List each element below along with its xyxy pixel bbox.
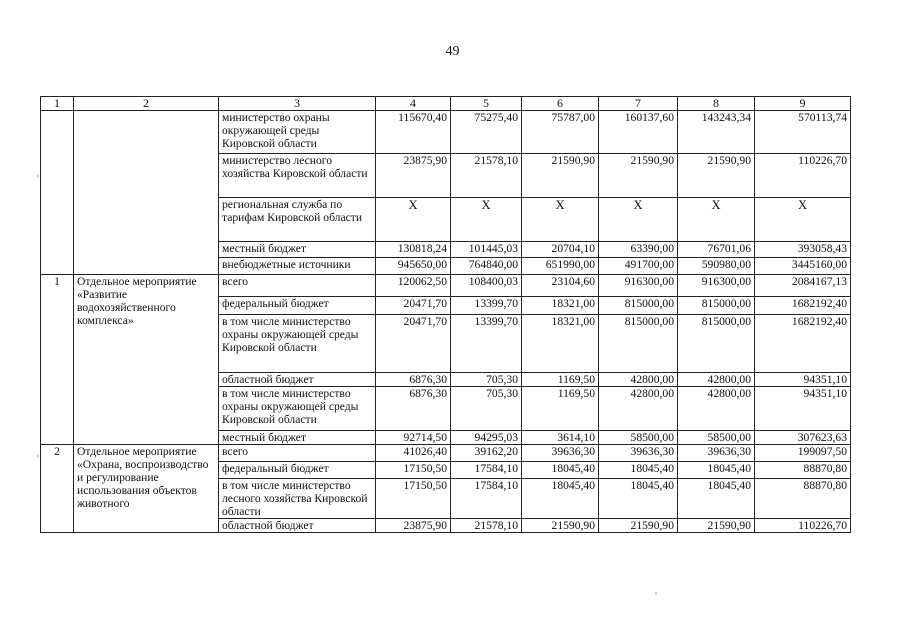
value-cell: X (451, 198, 522, 242)
value-cell: 705,30 (451, 373, 522, 387)
value-cell: 39636,30 (678, 445, 755, 462)
value-cell: 18045,40 (678, 479, 755, 519)
value-cell: 75787,00 (522, 111, 599, 154)
value-cell: 94295,03 (451, 431, 522, 445)
measure-name-cell (74, 111, 219, 275)
value-cell: 705,30 (451, 387, 522, 431)
value-cell: 130818,24 (376, 242, 451, 258)
value-cell: 199097,50 (755, 445, 851, 462)
funding-source-cell: всего (219, 275, 376, 297)
value-cell: X (755, 198, 851, 242)
value-cell: 6876,30 (376, 373, 451, 387)
value-cell: 2084167,13 (755, 275, 851, 297)
page-number: 49 (445, 44, 460, 59)
value-cell: 1169,50 (522, 373, 599, 387)
value-cell: 143243,34 (678, 111, 755, 154)
value-cell: 120062,50 (376, 275, 451, 297)
funding-source-cell: федеральный бюджет (219, 297, 376, 315)
funding-source-cell: внебюджетные источники (219, 258, 376, 275)
value-cell: 570113,74 (755, 111, 851, 154)
funding-source-cell: федеральный бюджет (219, 462, 376, 479)
value-cell: 42800,00 (678, 387, 755, 431)
value-cell: 18045,40 (522, 462, 599, 479)
value-cell: 916300,00 (599, 275, 678, 297)
value-cell: 21590,90 (599, 154, 678, 198)
item-number-cell: 1 (41, 275, 74, 445)
value-cell: 13399,70 (451, 315, 522, 373)
value-cell: 42800,00 (678, 373, 755, 387)
value-cell: 17150,50 (376, 462, 451, 479)
value-cell: 20471,70 (376, 297, 451, 315)
value-cell: 17584,10 (451, 479, 522, 519)
value-cell: 110226,70 (755, 154, 851, 198)
value-cell: 916300,00 (678, 275, 755, 297)
header-cell: 3 (219, 97, 376, 111)
value-cell: 815000,00 (678, 315, 755, 373)
value-cell: 21590,90 (522, 518, 599, 532)
value-cell: 764840,00 (451, 258, 522, 275)
value-cell: 18045,40 (522, 479, 599, 519)
value-cell: 58500,00 (678, 431, 755, 445)
value-cell: 815000,00 (599, 297, 678, 315)
value-cell: 88870,80 (755, 462, 851, 479)
measure-name-cell: Отдельное мероприятие «Развитие водохозяйственного комплекса» (74, 275, 219, 445)
funding-source-cell: министерство охраны окружающей среды Кировской области (219, 111, 376, 154)
table-row (41, 275, 851, 297)
measure-name-cell: Отдельное мероприятие «Охрана, воспроизводство и регулирование использования объектов животного (74, 445, 219, 533)
value-cell: 21578,10 (451, 154, 522, 198)
value-cell: 108400,03 (451, 275, 522, 297)
header-cell: 9 (755, 97, 851, 111)
header-cell: 8 (678, 97, 755, 111)
header-cell: 1 (41, 97, 74, 111)
value-cell: 1169,50 (522, 387, 599, 431)
funding-source-cell: областной бюджет (219, 518, 376, 532)
value-cell: 88870,80 (755, 479, 851, 519)
funding-source-cell: региональная служба по тарифам Кировской области (219, 198, 376, 242)
header-row (41, 97, 851, 111)
value-cell: 115670,40 (376, 111, 451, 154)
funding-source-cell: местный бюджет (219, 242, 376, 258)
scan-speck (655, 592, 657, 594)
budget-table (40, 96, 851, 533)
value-cell: 101445,03 (451, 242, 522, 258)
value-cell: 92714,50 (376, 431, 451, 445)
value-cell: 18045,40 (599, 479, 678, 519)
header-cell: 4 (376, 97, 451, 111)
value-cell: 39636,30 (522, 445, 599, 462)
value-cell: 491700,00 (599, 258, 678, 275)
header-cell: 7 (599, 97, 678, 111)
value-cell: 815000,00 (599, 315, 678, 373)
value-cell: 94351,10 (755, 373, 851, 387)
value-cell: 41026,40 (376, 445, 451, 462)
value-cell: 76701,06 (678, 242, 755, 258)
value-cell: 3614,10 (522, 431, 599, 445)
scan-speck (37, 455, 39, 457)
header-cell: 6 (522, 97, 599, 111)
value-cell: 42800,00 (599, 373, 678, 387)
funding-source-cell: в том числе министерство охраны окружающей среды Кировской области (219, 387, 376, 431)
value-cell: 21590,90 (599, 518, 678, 532)
value-cell: 651990,00 (522, 258, 599, 275)
value-cell: 945650,00 (376, 258, 451, 275)
value-cell: 20471,70 (376, 315, 451, 373)
value-cell: 590980,00 (678, 258, 755, 275)
funding-source-cell: местный бюджет (219, 431, 376, 445)
table-row (41, 445, 851, 462)
table-body (41, 111, 851, 533)
value-cell: 75275,40 (451, 111, 522, 154)
value-cell: 160137,60 (599, 111, 678, 154)
value-cell: X (599, 198, 678, 242)
value-cell: 393058,43 (755, 242, 851, 258)
value-cell: 110226,70 (755, 518, 851, 532)
value-cell: 42800,00 (599, 387, 678, 431)
value-cell: 21590,90 (678, 154, 755, 198)
scan-speck (37, 175, 39, 177)
header-cell: 2 (74, 97, 219, 111)
value-cell: 63390,00 (599, 242, 678, 258)
funding-source-cell: областной бюджет (219, 373, 376, 387)
value-cell: 1682192,40 (755, 315, 851, 373)
value-cell: 18321,00 (522, 315, 599, 373)
value-cell: 23875,90 (376, 518, 451, 532)
value-cell: 23875,90 (376, 154, 451, 198)
value-cell: 3445160,00 (755, 258, 851, 275)
value-cell: 1682192,40 (755, 297, 851, 315)
value-cell: 307623,63 (755, 431, 851, 445)
value-cell: 815000,00 (678, 297, 755, 315)
table-row (41, 111, 851, 154)
value-cell: 18045,40 (678, 462, 755, 479)
value-cell: 18321,00 (522, 297, 599, 315)
value-cell: 18045,40 (599, 462, 678, 479)
value-cell: 21590,90 (678, 518, 755, 532)
value-cell: X (376, 198, 451, 242)
value-cell: 20704,10 (522, 242, 599, 258)
header-cell: 5 (451, 97, 522, 111)
item-number-cell: 2 (41, 445, 74, 533)
value-cell: 94351,10 (755, 387, 851, 431)
funding-source-cell: министерство лесного хозяйства Кировской области (219, 154, 376, 198)
value-cell: 13399,70 (451, 297, 522, 315)
value-cell: 39162,20 (451, 445, 522, 462)
value-cell: X (678, 198, 755, 242)
value-cell: 21578,10 (451, 518, 522, 532)
value-cell: 21590,90 (522, 154, 599, 198)
value-cell: 39636,30 (599, 445, 678, 462)
value-cell: 17584,10 (451, 462, 522, 479)
funding-source-cell: в том числе министерство охраны окружающей среды Кировской области (219, 315, 376, 373)
value-cell: 23104,60 (522, 275, 599, 297)
value-cell: 17150,50 (376, 479, 451, 519)
funding-source-cell: в том числе министерство лесного хозяйства Кировской области (219, 479, 376, 519)
value-cell: 58500,00 (599, 431, 678, 445)
value-cell: X (522, 198, 599, 242)
value-cell: 6876,30 (376, 387, 451, 431)
item-number-cell (41, 111, 74, 275)
funding-source-cell: всего (219, 445, 376, 462)
